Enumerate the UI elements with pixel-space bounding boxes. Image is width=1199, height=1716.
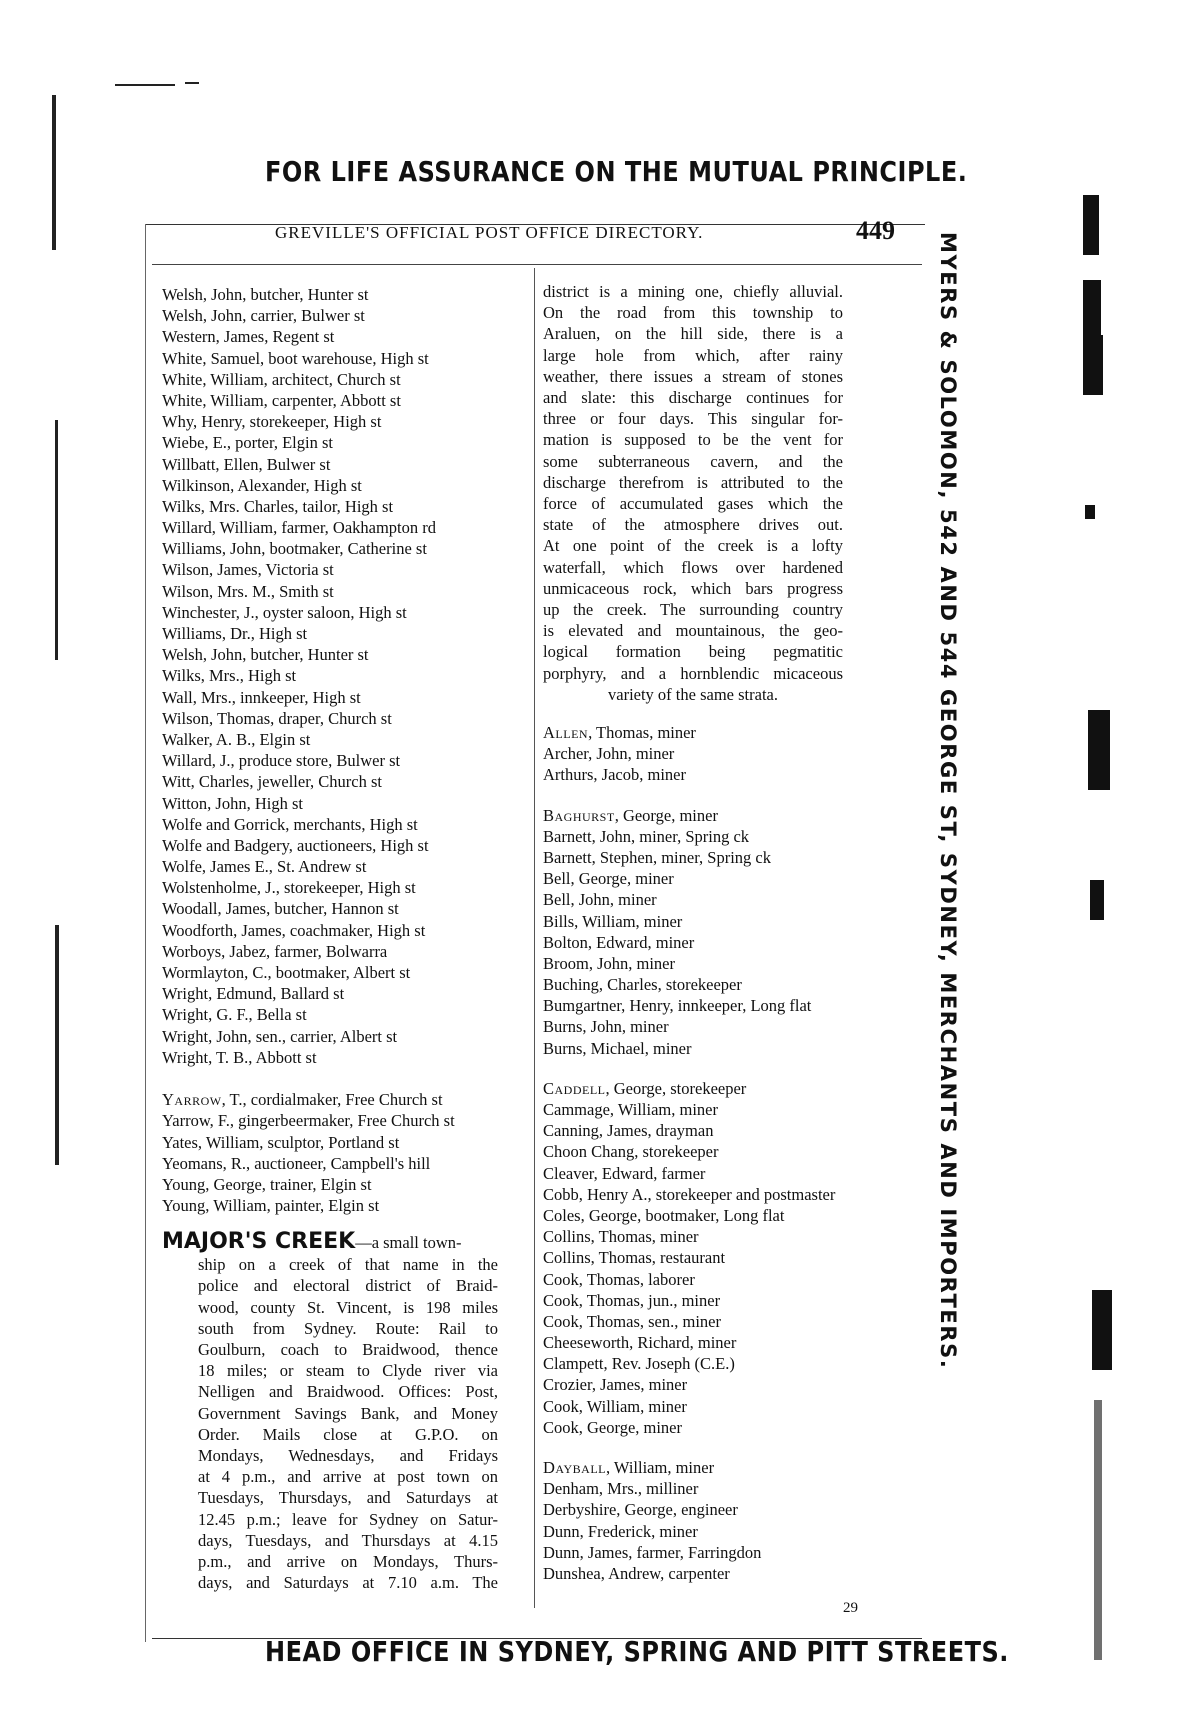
entry-detail: Barnett, John, miner, Spring ck — [543, 826, 750, 846]
majors-creek-line: 18 miles; or steam to Clyde river via — [198, 1361, 498, 1381]
entry-surname: Caddell — [543, 1078, 606, 1098]
entry-detail: , George, miner — [614, 805, 718, 825]
entry-detail: Yeomans, R., auctioneer, Campbell's hill — [162, 1153, 431, 1173]
directory-entry — [162, 1174, 532, 1195]
directory-entry: Welsh, John, carrier, Bulwer st — [162, 306, 365, 326]
scan-dash — [185, 82, 199, 84]
majors-creek-line: p.m., and arrive on Mondays, Thurs- — [198, 1551, 498, 1571]
entry-detail: Cook, George, miner — [543, 1417, 683, 1437]
scan-edge-mark — [1092, 1290, 1112, 1370]
directory-entry — [543, 974, 923, 995]
entry-detail: Bumgartner, Henry, innkeeper, Long flat — [543, 996, 812, 1016]
scan-edge-mark — [1083, 195, 1099, 255]
directory-entry: White, William, carpenter, Abbott st — [162, 390, 401, 410]
majors-creek-line: 12.45 p.m.; leave for Sydney on Satur- — [198, 1509, 498, 1529]
header-rule — [152, 264, 922, 265]
entry-detail: Young, William, painter, Elgin st — [162, 1196, 380, 1216]
scan-margin-bar — [55, 925, 59, 1165]
scan-margin-bar — [55, 420, 58, 660]
directory-entry: Willard, J., produce store, Bulwer st — [162, 751, 401, 771]
entry-detail: Cobb, Henry A., storekeeper and postmaster — [543, 1184, 836, 1204]
description-line: Araluen, on the hill side, there is a — [543, 324, 843, 344]
entry-detail: , William, miner — [605, 1458, 715, 1477]
directory-entry — [543, 1311, 923, 1332]
entry-detail: Barnett, Stephen, miner, Spring ck — [543, 847, 772, 867]
directory-entry — [543, 868, 923, 889]
entry-detail: Buching, Charles, storekeeper — [543, 975, 742, 995]
directory-entry: Woodforth, James, coachmaker, High st — [162, 920, 426, 940]
majors-creek-heading: MAJOR'S CREEK — [162, 1229, 356, 1255]
directory-entry: White, Samuel, boot warehouse, High st — [162, 348, 429, 368]
entry-detail: Crozier, James, miner — [543, 1375, 688, 1395]
entry-detail: Collins, Thomas, miner — [543, 1227, 699, 1247]
majors-creek-line: police and electoral district of Braid- — [198, 1276, 498, 1296]
entry-detail: Clampett, Rev. Joseph (C.E.) — [543, 1354, 735, 1374]
majors-creek-line: Government Savings Bank, and Money — [198, 1403, 498, 1423]
directory-entry: Witt, Charles, jeweller, Church st — [162, 772, 382, 792]
majors-creek-line: —a small town- — [355, 1233, 462, 1253]
directory-entry: Wilson, James, Victoria st — [162, 560, 334, 580]
directory-entry — [543, 953, 923, 974]
directory-entry — [543, 889, 923, 910]
majors-creek-line: days, and Saturdays at 7.10 a.m. The — [198, 1573, 498, 1593]
entry-detail: Dunshea, Andrew, carpenter — [543, 1563, 730, 1583]
entry-detail: Young, George, trainer, Elgin st — [162, 1174, 372, 1194]
directory-entry: Williams, Dr., High st — [162, 624, 308, 643]
directory-entry: White, William, architect, Church st — [162, 369, 401, 389]
directory-entry — [162, 1110, 532, 1131]
entry-detail: Cook, Thomas, jun., miner — [543, 1290, 721, 1310]
top-banner: FOR LIFE ASSURANCE ON THE MUTUAL PRINCIPLE. — [265, 155, 968, 189]
description-line: logical formation being pegmatitic — [543, 642, 843, 662]
directory-entry: Wright, G. F., Bella st — [162, 1005, 307, 1025]
entry-detail: Choon Chang, storekeeper — [543, 1142, 719, 1162]
majors-creek-line: Tuesdays, Thursdays, and Saturdays at — [198, 1488, 498, 1508]
majors-creek-line: Goulburn, coach to Braidwood, thence — [198, 1340, 498, 1359]
entry-detail: Cleaver, Edward, farmer — [543, 1163, 706, 1183]
directory-entry — [543, 1184, 923, 1205]
directory-entry — [543, 1332, 923, 1353]
directory-entry — [543, 805, 923, 826]
description-line: up the creek. The surrounding country — [543, 600, 843, 620]
scan-edge-mark — [1090, 880, 1104, 920]
entry-detail: Canning, James, drayman — [543, 1121, 714, 1141]
entry-detail: Bell, John, miner — [543, 890, 657, 910]
directory-entry: Winchester, J., oyster saloon, High st — [162, 602, 407, 622]
entry-detail: Cook, William, miner — [543, 1396, 687, 1416]
majors-creek-line: ship on a creek of that name in the — [198, 1255, 498, 1275]
entry-detail: Burns, John, miner — [543, 1017, 669, 1037]
description-line: On the road from this township to — [543, 303, 843, 323]
directory-entry — [543, 1478, 923, 1499]
right-description — [543, 281, 913, 705]
majors-creek-line: south from Sydney. Route: Rail to — [198, 1318, 498, 1338]
directory-entry — [543, 1499, 923, 1520]
directory-entry — [543, 743, 923, 764]
description-line: porphyry, and a hornblendic micaceous — [543, 663, 843, 683]
description-line: some subterraneous cavern, and the — [543, 451, 843, 471]
directory-entry — [543, 995, 923, 1016]
left-column — [162, 284, 532, 1593]
description-line: three or four days. This singular for- — [543, 409, 843, 429]
majors-creek-entry — [162, 1230, 532, 1593]
entry-detail: Bills, William, miner — [543, 911, 683, 931]
entry-detail: Derbyshire, George, engineer — [543, 1500, 738, 1520]
entry-detail: Yates, William, sculptor, Portland st — [162, 1132, 400, 1152]
description-line: large hole from which, after rainy — [543, 345, 843, 365]
directory-entry: Wright, T. B., Abbott st — [162, 1047, 317, 1067]
directory-entry: Wall, Mrs., innkeeper, High st — [162, 687, 361, 707]
directory-entry — [543, 1521, 923, 1542]
directory-entry — [543, 1163, 923, 1184]
majors-creek-line: wood, county St. Vincent, is 198 miles — [198, 1297, 498, 1317]
directory-entry: Welsh, John, butcher, Hunter st — [162, 645, 369, 665]
column-divider — [534, 268, 535, 1608]
description-line: force of accumulated gases which the — [543, 494, 843, 514]
directory-entry: Wiebe, E., porter, Elgin st — [162, 433, 333, 453]
directory-entry — [543, 1374, 923, 1395]
directory-entry — [543, 1542, 923, 1563]
directory-entry — [543, 1099, 923, 1120]
directory-entry: Woodall, James, butcher, Hannon st — [162, 899, 399, 919]
directory-entry — [543, 826, 923, 847]
scan-dash — [115, 84, 175, 86]
directory-entry: Western, James, Regent st — [162, 327, 335, 347]
directory-entry — [543, 1016, 923, 1037]
directory-entry — [543, 1290, 923, 1311]
entry-detail: Cook, Thomas, laborer — [543, 1269, 695, 1289]
description-line: weather, there issues a stream of stones — [543, 366, 843, 386]
entry-detail: Arthurs, Jacob, miner — [543, 765, 686, 785]
majors-creek-line: days, Tuesdays, and Thursdays at 4.15 — [198, 1530, 498, 1550]
description-line: and slate: this discharge continues for — [543, 388, 843, 408]
description-line: district is a mining one, chiefly alluvial. — [543, 282, 843, 301]
description-line: At one point of the creek is a lofty — [543, 536, 843, 556]
entry-detail: Broom, John, miner — [543, 953, 675, 973]
entry-surname: Dayball — [543, 1458, 606, 1477]
directory-entry: Walker, A. B., Elgin st — [162, 729, 311, 749]
entry-detail: Coles, George, bootmaker, Long flat — [543, 1205, 785, 1225]
directory-entry — [162, 1089, 532, 1110]
entry-detail: , George, storekeeper — [605, 1078, 747, 1098]
entry-surname: Yarrow — [162, 1090, 222, 1110]
entry-detail: Cammage, William, miner — [543, 1100, 718, 1119]
entry-detail: Cheeseworth, Richard, miner — [543, 1333, 737, 1353]
w-entries-list — [162, 284, 532, 1068]
directory-entry: Wright, Edmund, Ballard st — [162, 984, 345, 1004]
directory-entry: Wolstenholme, J., storekeeper, High st — [162, 878, 416, 898]
description-line: mation is supposed to be the vent for — [543, 430, 843, 450]
description-line: variety of the same strata. — [608, 684, 778, 704]
directory-entry — [543, 911, 923, 932]
directory-entry — [543, 1247, 923, 1268]
directory-entry: Witton, John, High st — [162, 793, 303, 813]
page-number: 449 — [856, 216, 895, 245]
majors-creek-line: Nelligen and Braidwood. Offices: Post, — [198, 1382, 498, 1402]
directory-entry — [543, 1078, 923, 1099]
entry-detail: Archer, John, miner — [543, 744, 675, 764]
majors-creek-line: Mondays, Wednesdays, and Fridays — [198, 1445, 498, 1465]
bottom-banner: HEAD OFFICE IN SYDNEY, SPRING AND PITT STREETS. — [265, 1635, 1009, 1669]
description-line: waterfall, which flows over hardened — [543, 557, 843, 577]
directory-entry — [543, 1226, 923, 1247]
directory-entry: Wright, John, sen., carrier, Albert st — [162, 1026, 398, 1046]
directory-entry: Wolfe and Badgery, auctioneers, High st — [162, 835, 429, 855]
directory-entry: Willard, William, farmer, Oakhampton rd — [162, 518, 436, 538]
directory-entry — [543, 1396, 923, 1417]
entry-detail: Collins, Thomas, restaurant — [543, 1248, 726, 1268]
right-entries — [543, 722, 923, 1584]
scan-edge-mark — [1094, 1400, 1102, 1660]
directory-entry: Worboys, Jabez, farmer, Bolwarra — [162, 941, 388, 961]
directory-entry — [543, 847, 923, 868]
scan-margin-bar — [52, 95, 56, 250]
directory-entry — [543, 932, 923, 953]
directory-entry — [543, 1141, 923, 1162]
scan-edge-mark — [1088, 710, 1110, 790]
directory-entry: Why, Henry, storekeeper, High st — [162, 412, 382, 432]
directory-entry — [543, 1269, 923, 1290]
entry-detail: Bolton, Edward, miner — [543, 932, 695, 952]
majors-creek-line: Order. Mails close at G.P.O. on — [198, 1424, 498, 1444]
scan-edge-mark — [1085, 505, 1095, 519]
directory-entry: Wilks, Mrs., High st — [162, 666, 297, 686]
entry-detail: Dunn, Frederick, miner — [543, 1521, 698, 1541]
entry-detail: Cook, Thomas, sen., miner — [543, 1311, 721, 1331]
directory-entry: Wolfe and Gorrick, merchants, High st — [162, 814, 418, 834]
directory-entry: Wilson, Thomas, draper, Church st — [162, 708, 392, 728]
description-line: unmicaceous rock, which bars progress — [543, 578, 843, 598]
directory-entry — [543, 1563, 923, 1584]
directory-entry — [162, 1132, 532, 1153]
description-line: discharge therefrom is attributed to the — [543, 472, 843, 492]
directory-entry: Williams, John, bootmaker, Catherine st — [162, 539, 427, 559]
directory-entry — [543, 1205, 923, 1226]
entry-surname: Baghurst — [543, 805, 615, 825]
directory-entry — [543, 1038, 923, 1059]
directory-entry: Wilkinson, Alexander, High st — [162, 475, 362, 495]
description-line: is elevated and mountainous, the geo- — [543, 621, 843, 641]
directory-entry: Wormlayton, C., bootmaker, Albert st — [162, 963, 411, 982]
directory-entry: Welsh, John, butcher, Hunter st — [162, 285, 369, 304]
description-line: state of the atmosphere drives out. — [543, 515, 843, 535]
directory-entry — [162, 1195, 532, 1216]
frame-left-rule — [145, 224, 146, 1642]
directory-entry — [543, 1120, 923, 1141]
entry-surname: Allen — [543, 723, 589, 742]
directory-entry: Willbatt, Ellen, Bulwer st — [162, 454, 331, 474]
directory-entry — [162, 1153, 532, 1174]
entry-detail: , T., cordialmaker, Free Church st — [221, 1090, 443, 1110]
entry-detail: Dunn, James, farmer, Farringdon — [543, 1542, 762, 1562]
directory-entry: Wilson, Mrs. M., Smith st — [162, 581, 334, 601]
entry-detail: Burns, Michael, miner — [543, 1038, 692, 1058]
entry-detail: Bell, George, miner — [543, 869, 674, 889]
entry-detail: Denham, Mrs., milliner — [543, 1479, 699, 1499]
directory-entry: Wolfe, James E., St. Andrew st — [162, 857, 367, 877]
directory-entry — [543, 764, 923, 785]
directory-entry: Wilks, Mrs. Charles, tailor, High st — [162, 496, 394, 516]
directory-entry — [543, 722, 923, 743]
scan-edge-mark — [1083, 335, 1103, 395]
directory-entry — [543, 1457, 923, 1478]
majors-creek-line: at 4 p.m., and arrive at post town on — [198, 1467, 498, 1487]
directory-entry — [543, 1417, 923, 1438]
directory-entry — [543, 1353, 923, 1374]
side-advert: MYERS & SOLOMON, 542 AND 544 GEORGE ST, SYDNEY, MERCHANTS AND IMPORTERS. — [936, 232, 960, 1370]
y-entries-list — [162, 1089, 532, 1216]
signature-mark: 29 — [843, 1600, 858, 1616]
page-title: GREVILLE'S OFFICIAL POST OFFICE DIRECTORY. — [275, 223, 704, 242]
entry-detail: , Thomas, miner — [588, 723, 696, 742]
entry-detail: Yarrow, F., gingerbeermaker, Free Church st — [162, 1111, 455, 1131]
